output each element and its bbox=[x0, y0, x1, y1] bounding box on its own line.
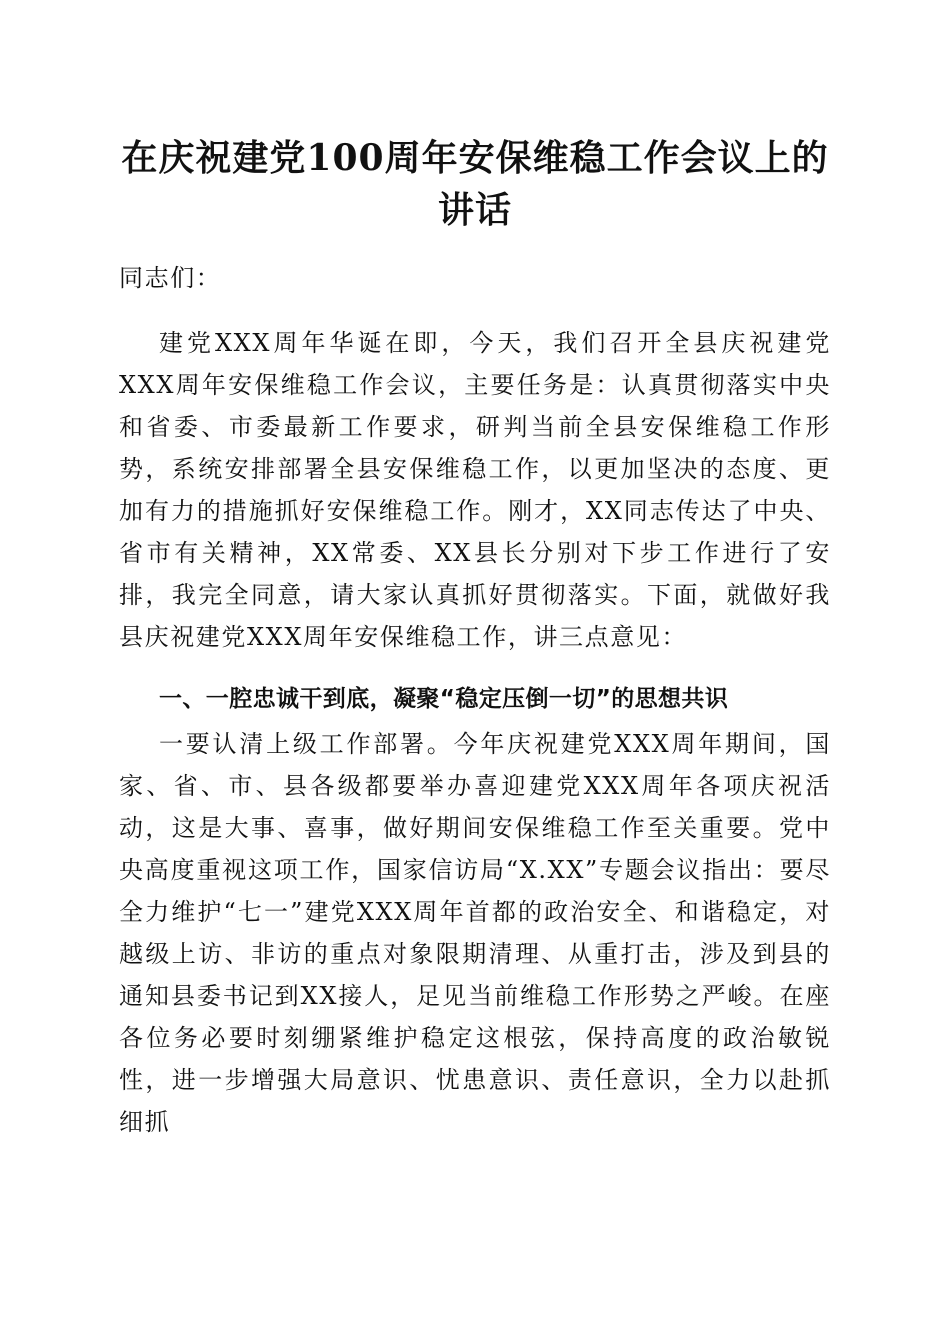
section-heading-1: 一、一腔忠诚干到底，凝聚“稳定压倒一切”的思想共识 bbox=[159, 686, 729, 712]
document-title: 在庆祝建党100周年安保维稳工作会议上的讲话 bbox=[121, 137, 829, 231]
paragraph-intro: 建党XXX周年华诞在即，今天，我们召开全县庆祝建党XXX周年安保维稳工作会议，主要任务是：认真贯彻落实中央和省委、市委最新工作要求，研判当前全县安保维稳工作形势，系统安排部署全县安保维稳工作，以更加坚决的态度、更加有力的措施抓好安保维稳工作。刚才，XX同志传达了中央、省市有关精神，XX常委、XX县长分别对下步工作进行了安排，我完全同意，请大家认真抓好贯彻落实。下面，就做好我县庆祝建党XXX周年安保维稳工作，讲三点意见： bbox=[119, 329, 831, 651]
paragraph-section-1: 一要认清上级工作部署。今年庆祝建党XXX周年期间，国家、省、市、县各级都要举办喜迎建党XXX周年各项庆祝活动，这是大事、喜事，做好期间安保维稳工作至关重要。党中央高度重视这项工作，国家信访局“X.XX”专题会议指出：要尽全力维护“七一”建党XXX周年首都的政治安全、和谐稳定，对越级上访、非访的重点对象限期清理、从重打击，涉及到县的通知县委书记到XX接人，足见当前维稳工作形势之严峻。在座各位务必要时刻绷紧维护稳定这根弦，保持高度的政治敏锐性，进一步增强大局意识、忧患意识、责任意识，全力以赴抓细抓 bbox=[119, 730, 831, 1136]
salutation: 同志们： bbox=[119, 264, 222, 292]
